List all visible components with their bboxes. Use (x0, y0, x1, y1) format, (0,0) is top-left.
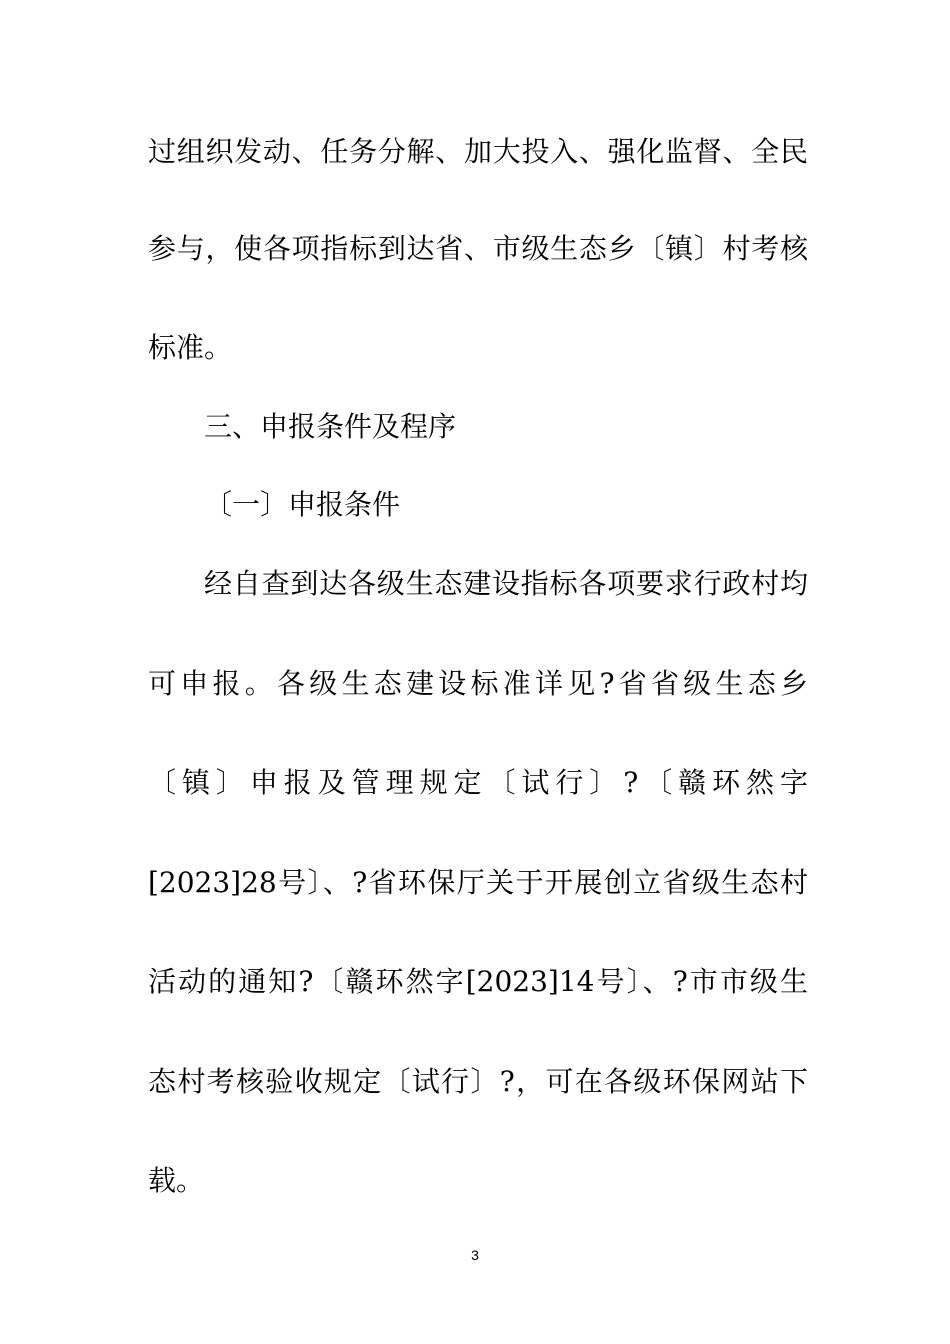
paragraph-line-8: 活动的通知?〔赣环然字[2023]14号〕、?市市级生 (148, 965, 808, 998)
paragraph-line-5: 可申报。各级生态建设标准详见?省省级生态乡 (148, 667, 808, 700)
paragraph-line-2: 参与，使各项指标到达省、市级生态乡〔镇〕村考核 (148, 232, 808, 265)
subsection-heading: 〔一〕申报条件 (204, 488, 401, 521)
section-heading: 三、申报条件及程序 (204, 410, 457, 443)
paragraph-line-6: 〔镇〕申报及管理规定〔试行〕?〔赣环然字 (148, 766, 808, 799)
paragraph-line-3: 标准。 (148, 331, 233, 364)
paragraph-line-7: [2023]28号〕、?省环保厅关于开展创立省级生态村 (148, 866, 808, 899)
paragraph-line-9: 态村考核验收规定〔试行〕?，可在各级环保网站下 (148, 1065, 808, 1098)
paragraph-line-4: 经自查到达各级生态建设指标各项要求行政村均 (204, 567, 808, 600)
page-number: 3 (471, 1247, 479, 1263)
paragraph-line-1: 过组织发动、任务分解、加大投入、强化监督、全民 (148, 135, 808, 168)
paragraph-line-10: 载。 (148, 1164, 205, 1197)
